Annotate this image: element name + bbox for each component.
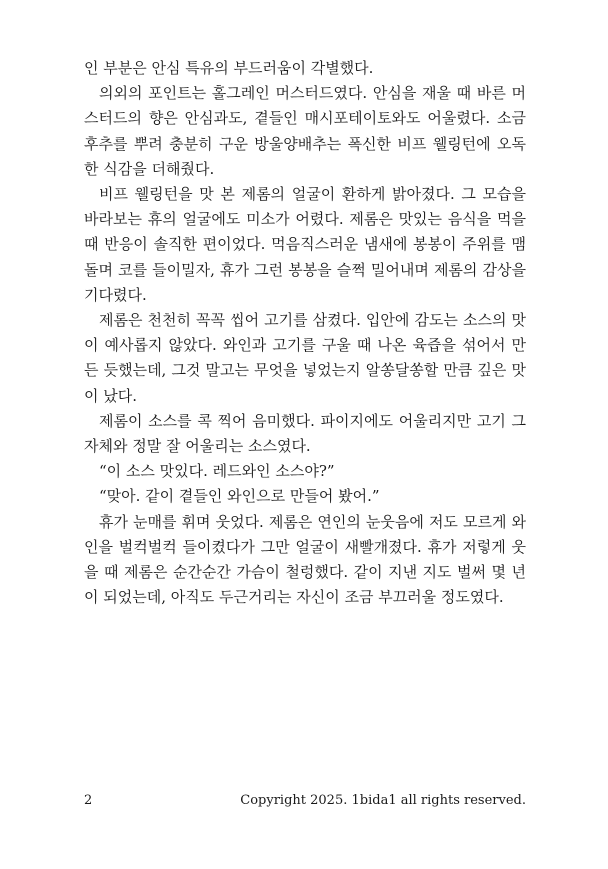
copyright-notice: Copyright 2025. 1bida1 all rights reserved. (240, 793, 526, 808)
page-number: 2 (84, 793, 93, 808)
dialogue-line: “맞아. 같이 곁들인 와인으로 만들어 봤어.” (99, 487, 380, 506)
paragraph: 인 부분은 안심 특유의 부드러움이 각별했다. (84, 59, 374, 77)
paragraph: 의외의 포인트는 홀그레인 머스터드였다. 안심을 재울 때 바른 머스터드의 향은 안심과도, 곁들인 매시포테이토와도 어울렸다. 소금 후추를 뿌려 충분히 구운 방울양배추는 폭신한 비프 웰링턴에 오독한 식감을 더해줬다. (84, 84, 526, 178)
paragraph: 비프 웰링턴을 맛 본 제롬의 얼굴이 환하게 밝아졌다. 그 모습을 바라보는 휴의 얼굴에도 미소가 어렸다. 제롬은 맛있는 음식을 먹을 때 반응이 솔직한 편이었다. 먹음직스러운 냄새에 봉봉이 주위를 맴돌며 코를 들이밀자, 휴가 그런 봉봉을 슬쩍 밀어내며 제롬의 감상을 기다렸다. (84, 185, 526, 304)
paragraph: 제롬이 소스를 콕 찍어 음미했다. 파이지에도 어울리지만 고기 그 자체와 정말 잘 어울리는 소스였다. (84, 411, 526, 456)
paragraph: 제롬은 천천히 꼭꼭 씹어 고기를 삼켰다. 입안에 감도는 소스의 맛이 예사롭지 않았다. 와인과 고기를 구울 때 나온 육즙을 섞어서 만든 듯했는데, 그것 말고는 무엇을 넣었는지 알쏭달쏭할 만큼 깊은 맛이 났다. (84, 311, 526, 405)
dialogue-line: “이 소스 맛있다. 레드와인 소스야?” (99, 462, 335, 481)
body-text (84, 56, 526, 610)
page-footer (84, 790, 526, 812)
paragraph: 휴가 눈매를 휘며 웃었다. 제롬은 연인의 눈웃음에 저도 모르게 와인을 벌컥벌컥 들이켰다가 그만 얼굴이 새빨개졌다. 휴가 저렇게 웃을 때 제롬은 순간순간 가슴이 철렁했다. 같이 지낸 지도 벌써 몇 년이 되었는데, 아직도 두근거리는 자신이 조금 부끄러울 정도였다. (84, 512, 526, 607)
